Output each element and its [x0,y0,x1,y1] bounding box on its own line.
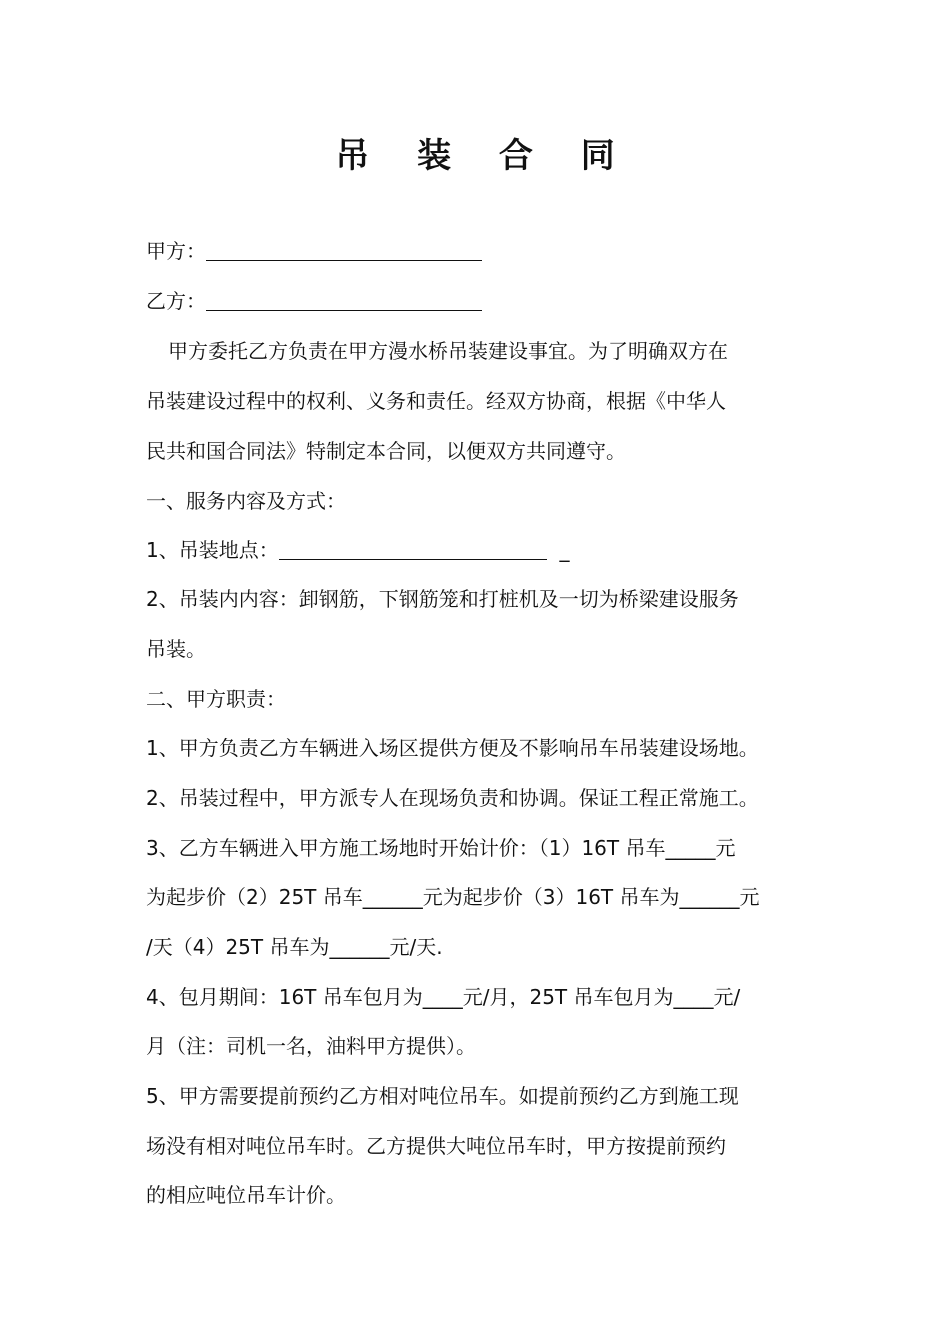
document-title: 吊 装 合 同 [335,136,633,176]
item-1-1 [146,537,569,563]
intro-line-3: 民共和国合同法》特制定本合同，以便双方共同遵守。 [146,439,626,463]
item-2-5-line-2: 场没有相对吨位吊车时。乙方提供大吨位吊车时，甲方按提前预约 [146,1134,726,1158]
item-2-3-line-3: /天（4）25T 吊车为______元/天. [146,935,443,959]
item-2-2: 2、吊装过程中，甲方派专人在现场负责和协调。保证工程正常施工。 [146,786,759,810]
party-b-blank [206,290,482,311]
item-1-1-label: 1、吊装地点： [146,538,279,562]
item-1-1-tail: _ [559,538,570,562]
item-2-4-line-1: 4、包月期间：16T 吊车包月为____元/月，25T 吊车包月为____元/ [146,985,741,1009]
item-1-2-line-2: 吊装。 [146,637,206,661]
section-1-heading: 一、服务内容及方式： [146,489,346,513]
item-1-2-line-1: 2、吊装内内容：卸钢筋，下钢筋笼和打桩机及一切为桥梁建设服务 [146,587,739,611]
item-2-4-line-2: 月（注：司机一名，油料甲方提供）。 [146,1034,476,1058]
section-2-heading: 二、甲方职责： [146,687,286,711]
item-2-1: 1、甲方负责乙方车辆进入场区提供方便及不影响吊车吊装建设场地。 [146,736,759,760]
party-b-label: 乙方： [146,289,206,313]
item-2-3-line-1: 3、乙方车辆进入甲方施工场地时开始计价：（1）16T 吊车_____元 [146,836,736,860]
party-b-line [146,288,482,314]
party-a-label: 甲方： [146,239,206,263]
intro-line-2: 吊装建设过程中的权利、义务和责任。经双方协商，根据《中华人 [146,389,726,413]
party-a-line [146,238,482,264]
item-2-5-line-1: 5、甲方需要提前预约乙方相对吨位吊车。如提前预约乙方到施工现 [146,1084,739,1108]
party-a-blank [206,240,482,261]
intro-line-1: 甲方委托乙方负责在甲方漫水桥吊装建设事宜。为了明确双方在 [168,339,728,363]
location-blank [279,539,547,560]
item-2-5-line-3: 的相应吨位吊车计价。 [146,1183,346,1207]
item-2-3-line-2: 为起步价（2）25T 吊车______元为起步价（3）16T 吊车为______元 [146,885,760,909]
